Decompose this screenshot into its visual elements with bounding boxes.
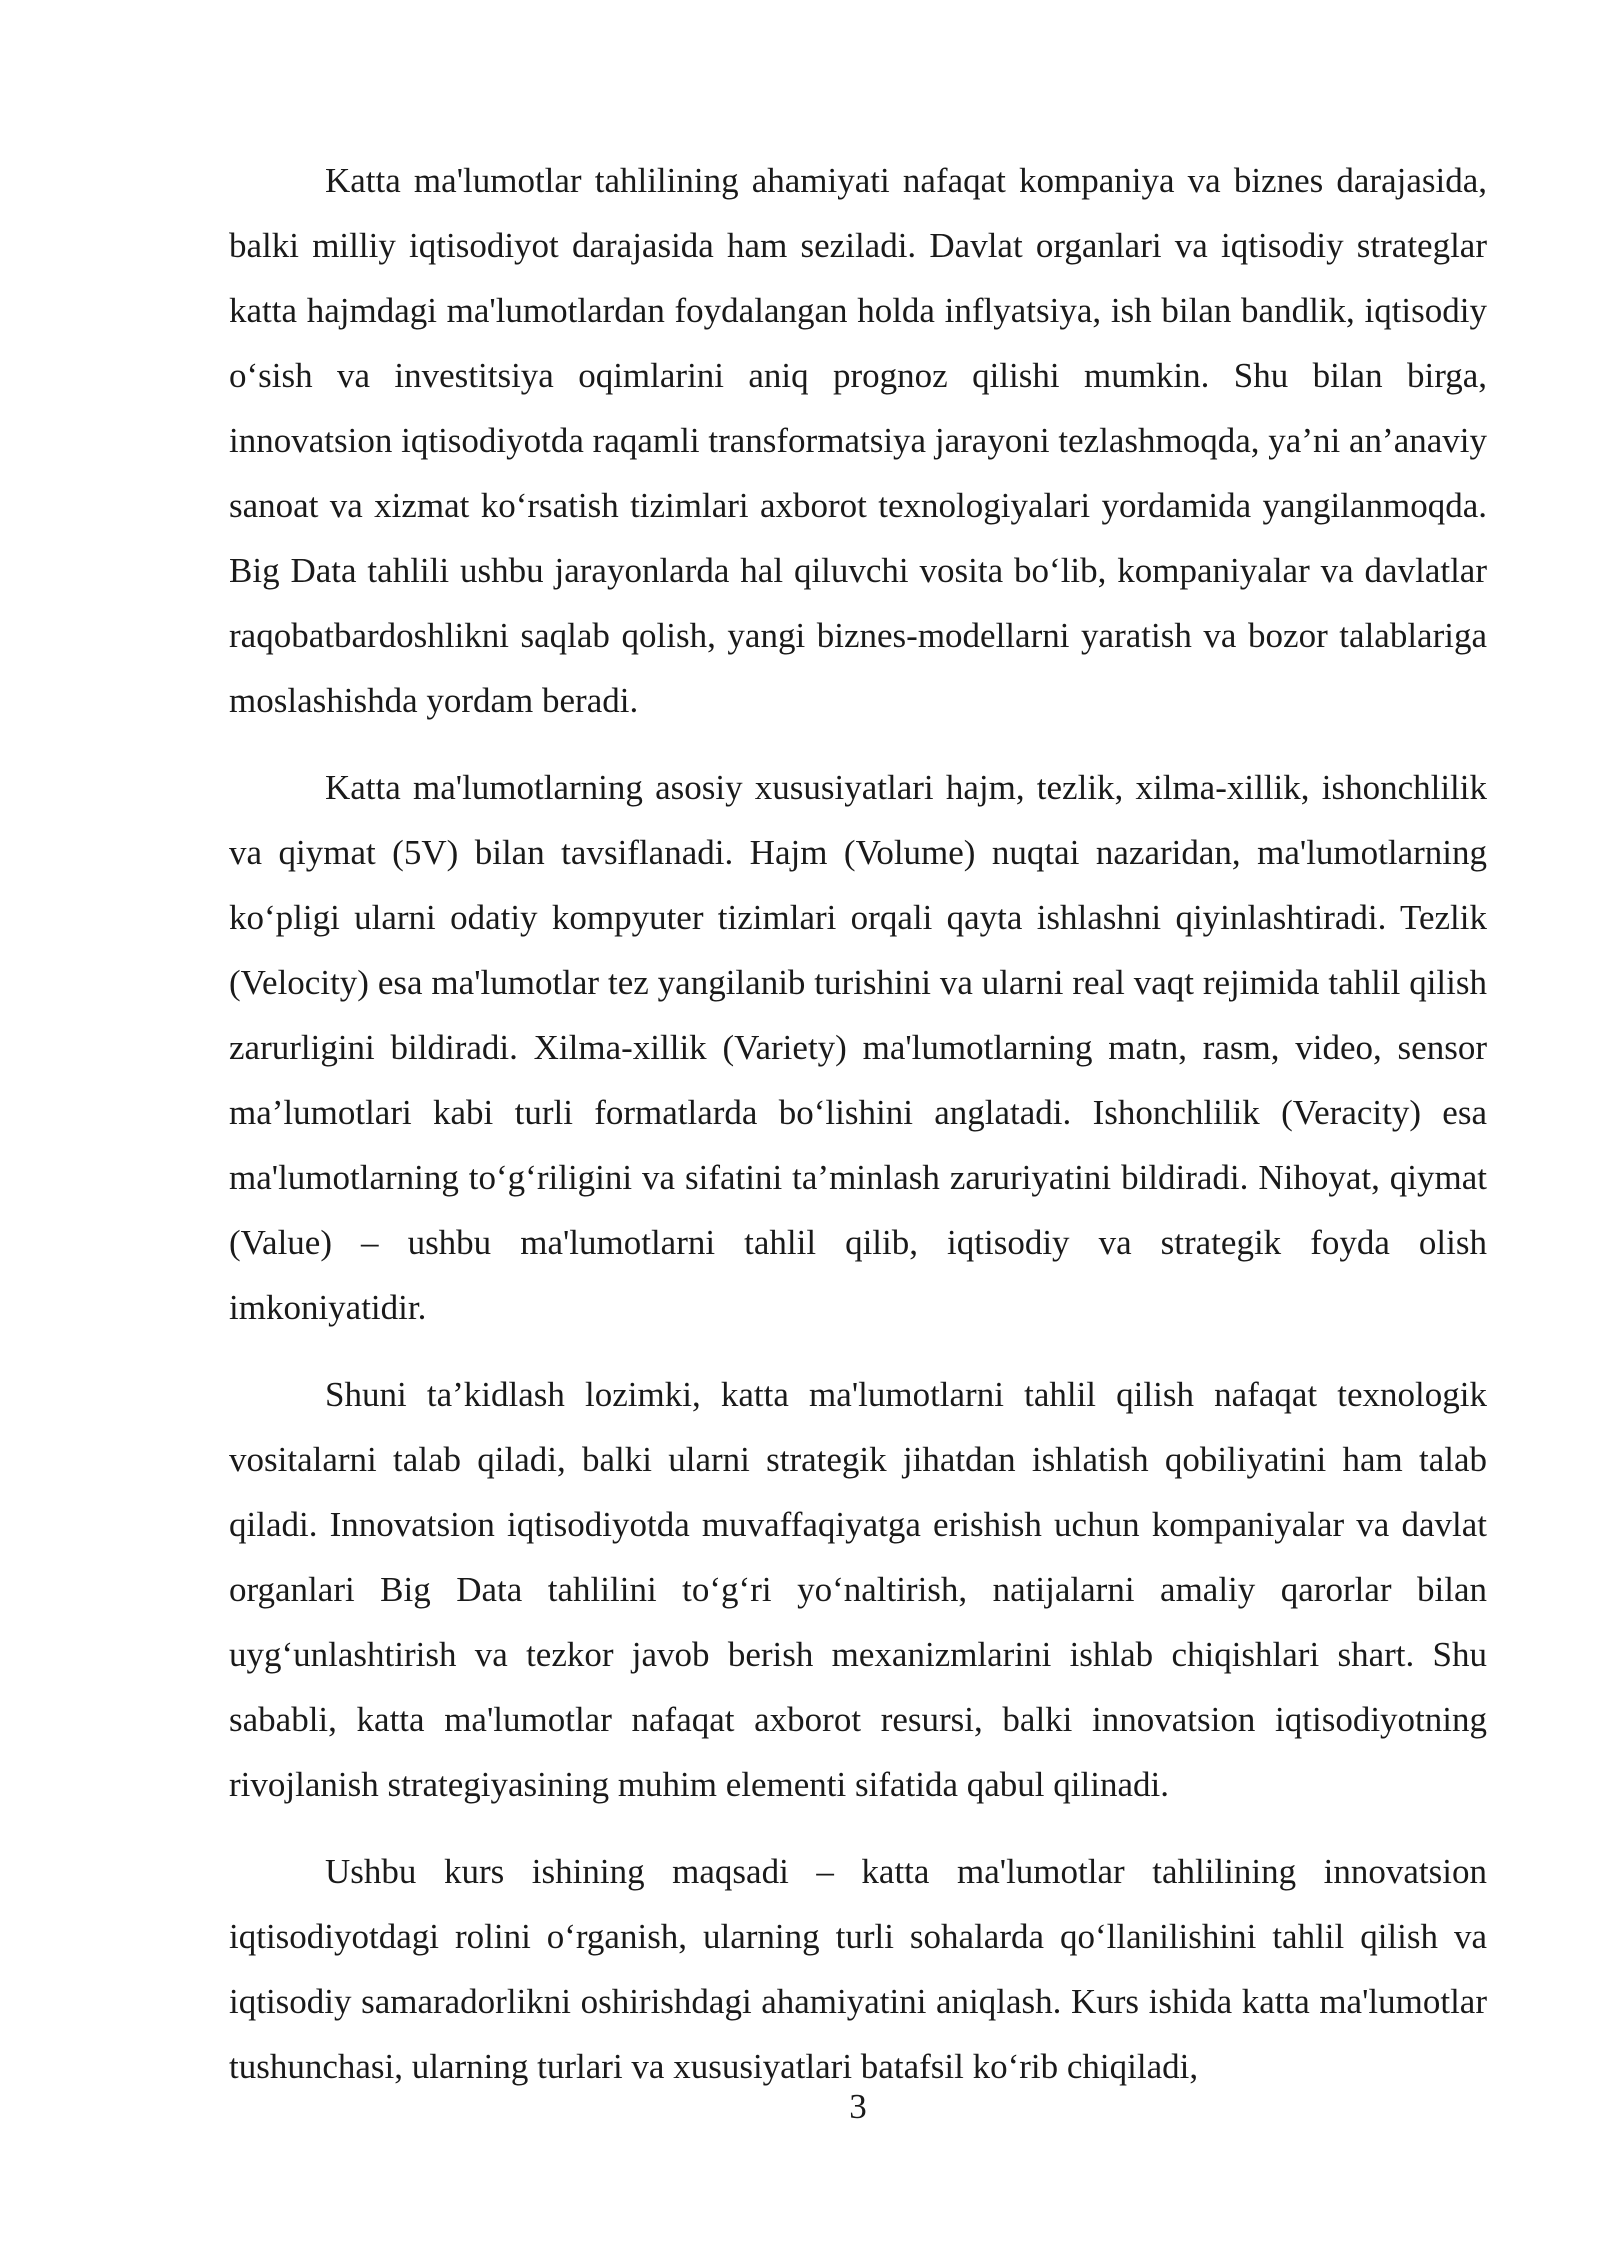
body-text — [229, 148, 1487, 2121]
page-number: 3 — [849, 2087, 867, 2126]
paragraph-2: Katta ma'lumotlarning asosiy xususiyatlari hajm, tezlik, xilma-xillik, ishonchlilik va qiymat (5V) bilan tavsiflanadi. Hajm (Volume) nuqtai nazaridan, ma'lumotlarning ko‘pligi ularni odatiy kompyuter tizimlari orqali qayta ishlashni qiyinlashtiradi. Tezlik (Velocity) esa ma'lumotlar tez yangilanib turishini va ularni real vaqt rejimida tahlil qilish zarurligini bildiradi. Xilma-xillik (Variety) ma'lumotlarning matn, rasm, video, sensor ma’lumotlari kabi turli formatlarda bo‘lishini anglatadi. Ishonchlilik (Veracity) esa ma'lumotlarning to‘g‘riligini va sifatini ta’minlash zaruriyatini bildiradi. Nihoyat, qiymat (Value) – ushbu ma'lumotlarni tahlil qilib, iqtisodiy va strategik foyda olish imkoniyatidir. — [229, 768, 1487, 1327]
paragraph-1: Katta ma'lumotlar tahlilining ahamiyati nafaqat kompaniya va biznes darajasida, balki milliy iqtisodiyot darajasida ham seziladi. Davlat organlari va iqtisodiy strateglar katta hajmdagi ma'lumotlardan foydalangan holda inflyatsiya, ish bilan bandlik, iqtisodiy o‘sish va investitsiya oqimlarini aniq prognoz qilishi mumkin. Shu bilan birga, innovatsion iqtisodiyotda raqamli transformatsiya jarayoni tezlashmoqda, ya’ni an’anaviy sanoat va xizmat ko‘rsatish tizimlari axborot texnologiyalari yordamida yangilanmoqda. Big Data tahlili ushbu jarayonlarda hal qiluvchi vosita bo‘lib, kompaniyalar va davlatlar raqobatbardoshlikni saqlab qolish, yangi biznes-modellarni yaratish va bozor talablariga moslashishda yordam beradi. — [229, 161, 1487, 720]
paragraph-4: Ushbu kurs ishining maqsadi – katta ma'lumotlar tahlilining innovatsion iqtisodiyotdagi rolini o‘rganish, ularning turli sohalarda qo‘llanilishini tahlil qilish va iqtisodiy samaradorlikni oshirishdagi ahamiyatini aniqlash. Kurs ishida katta ma'lumotlar tushunchasi, ularning turlari va xususiyatlari batafsil ko‘rib chiqiladi, — [229, 1852, 1487, 2086]
paragraph-3: Shuni ta’kidlash lozimki, katta ma'lumotlarni tahlil qilish nafaqat texnologik vositalarni talab qiladi, balki ularni strategik jihatdan ishlatish qobiliyatini ham talab qiladi. Innovatsion iqtisodiyotda muvaffaqiyatga erishish uchun kompaniyalar va davlat organlari Big Data tahlilini to‘g‘ri yo‘naltirish, natijalarni amaliy qarorlar bilan uyg‘unlashtirish va tezkor javob berish mexanizmlarini ishlab chiqishlari shart. Shu sababli, katta ma'lumotlar nafaqat axborot resursi, balki innovatsion iqtisodiyotning rivojlanish strategiyasining muhim elementi sifatida qabul qilinadi. — [229, 1375, 1487, 1804]
